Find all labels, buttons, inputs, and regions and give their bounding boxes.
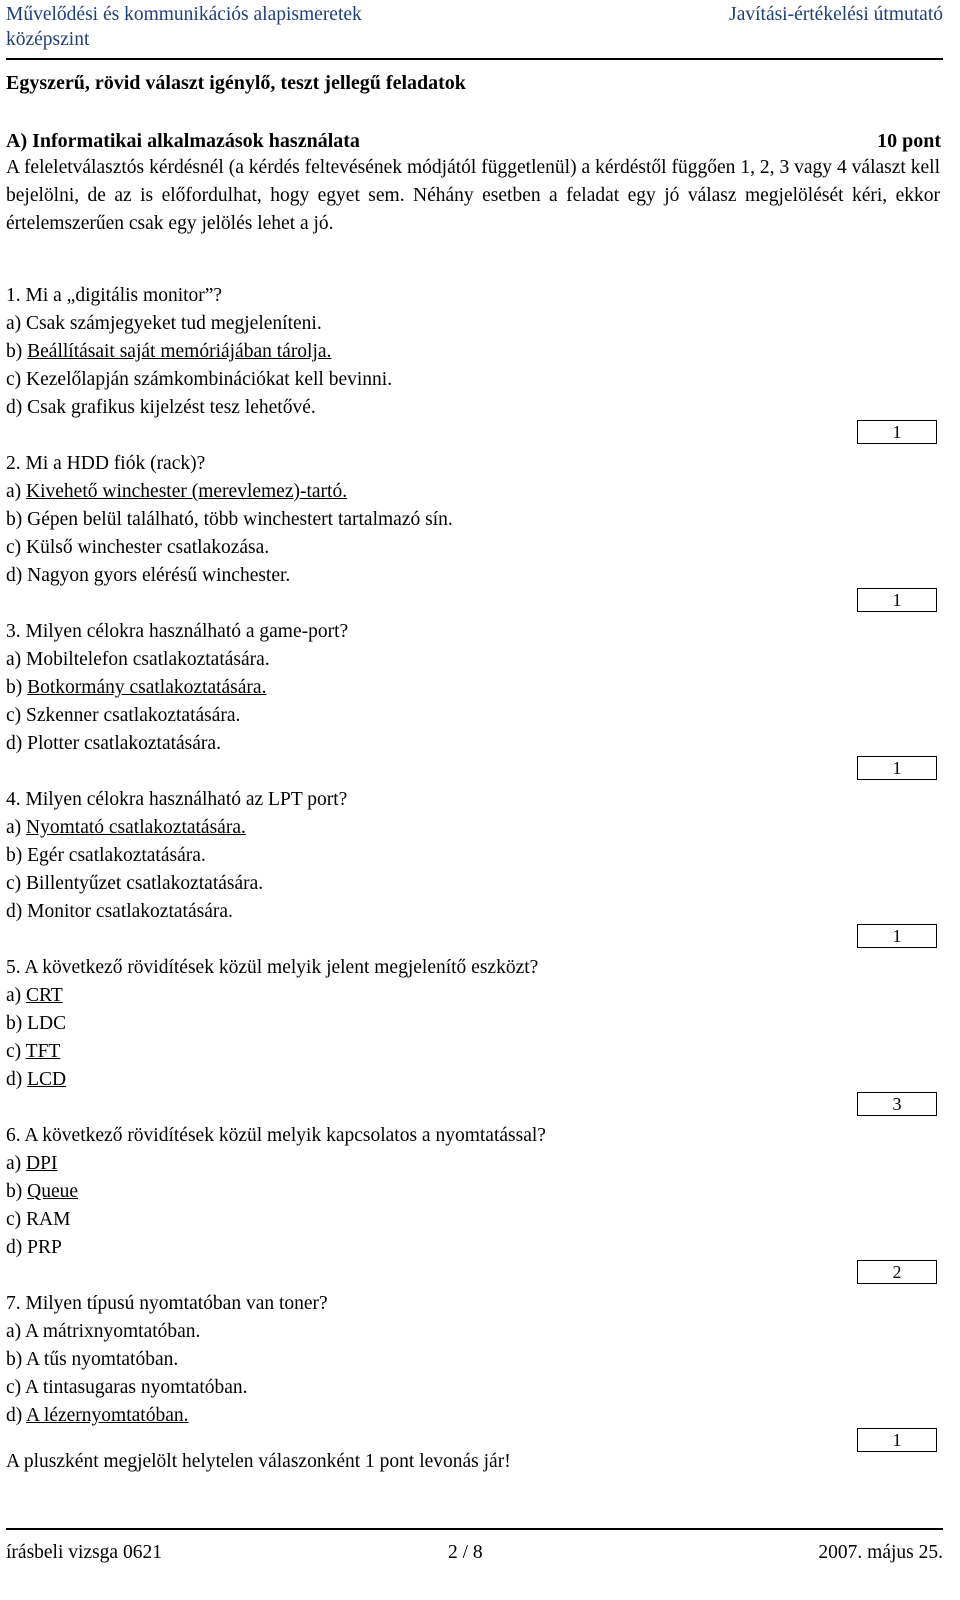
option-text: Monitor csatlakoztatására.	[27, 901, 233, 922]
footer-page-number: 2 / 8	[448, 1542, 483, 1563]
option-letter: b)	[6, 1013, 28, 1034]
answer-option	[6, 1346, 328, 1374]
part-title: A) Informatikai alkalmazások használata	[6, 130, 360, 152]
answer-option	[6, 1318, 328, 1346]
answer-option	[6, 562, 453, 590]
option-text: Csak számjegyeket tud megjeleníteni.	[26, 313, 322, 334]
answer-option	[6, 842, 347, 870]
answer-option	[6, 1150, 546, 1178]
option-letter: d)	[6, 901, 28, 922]
option-letter: c)	[6, 369, 27, 390]
header-level: középszint	[6, 29, 90, 50]
score-box: 1	[857, 588, 937, 612]
answer-option	[6, 1402, 328, 1430]
answer-option	[6, 366, 392, 394]
answer-option	[6, 702, 348, 730]
option-text: LDC	[27, 1013, 67, 1034]
option-letter: a)	[6, 817, 27, 838]
option-letter: c)	[6, 705, 27, 726]
option-letter: a)	[6, 313, 27, 334]
option-letter: d)	[6, 1069, 28, 1090]
option-text: A tűs nyomtatóban.	[26, 1349, 179, 1370]
score-box: 1	[857, 756, 937, 780]
answer-option	[6, 478, 453, 506]
correct-option-text: CRT	[26, 985, 63, 1006]
score-box: 1	[857, 420, 937, 444]
option-letter: b)	[6, 1349, 27, 1370]
instructions-paragraph: A feleletválasztós kérdésnél (a kérdés feltevésének módjától függetlenül) a kérdéstől függően 1, 2, 3 vagy 4 választ kell bejelölni, de az is előfordulhat, hogy egyet sem. Néhány esetben a feladat egy jó válasz megjelölését kéri, ekkor értelemszerűen csak egy jelölés lehet a jó.	[6, 157, 940, 234]
part-points: 10 pont	[877, 130, 941, 152]
question-3	[6, 618, 348, 758]
option-text: A mátrixnyomtatóban.	[24, 1321, 201, 1342]
option-text: Mobiltelefon csatlakoztatására.	[26, 649, 270, 670]
correct-option-text: LCD	[27, 1069, 67, 1090]
option-text: A tintasugaras nyomtatóban.	[24, 1377, 248, 1398]
question-4	[6, 786, 347, 926]
option-letter: c)	[6, 537, 27, 558]
answer-option	[6, 730, 348, 758]
answer-option	[6, 1178, 546, 1206]
correct-option-text: TFT	[25, 1041, 61, 1062]
score-box: 2	[857, 1260, 937, 1284]
option-text: Csak grafikus kijelzést tesz lehetővé.	[27, 397, 316, 418]
option-letter: c)	[6, 1209, 27, 1230]
option-text: RAM	[26, 1209, 71, 1230]
answer-option	[6, 1010, 538, 1038]
answer-option	[6, 982, 538, 1010]
page-header	[6, 0, 943, 60]
answer-option	[6, 1038, 538, 1066]
option-text: Nagyon gyors elérésű winchester.	[27, 565, 291, 586]
question-1	[6, 282, 392, 422]
correct-option-text: A lézernyomtatóban.	[26, 1405, 189, 1426]
question-title: 2. Mi a HDD fiók (rack)?	[6, 453, 206, 474]
question-title: 6. A következő rövidítések közül melyik kapcsolatos a nyomtatással?	[6, 1125, 546, 1146]
header-subject: Művelődési és kommunikációs alapismeretek	[6, 4, 362, 25]
option-letter: a)	[6, 481, 27, 502]
option-letter: b)	[6, 677, 28, 698]
penalty-note: A pluszként megjelölt helytelen válaszonként 1 pont levonás jár!	[6, 1451, 511, 1472]
option-text: Egér csatlakoztatására.	[27, 845, 206, 866]
footer-exam-code: írásbeli vizsga 0621	[6, 1542, 162, 1563]
footer-date: 2007. május 25.	[818, 1542, 943, 1563]
question-7	[6, 1290, 328, 1430]
option-text: Gépen belül található, több winchestert tartalmazó sín.	[27, 509, 453, 530]
question-title: 4. Milyen célokra használható az LPT port?	[6, 789, 348, 810]
answer-option	[6, 506, 453, 534]
question-title: 3. Milyen célokra használható a game-port?	[6, 621, 349, 642]
answer-option	[6, 338, 392, 366]
correct-option-text: Beállításait saját memóriájában tárolja.	[27, 341, 332, 362]
answer-option	[6, 1234, 546, 1262]
option-letter: a)	[6, 649, 27, 670]
answer-option	[6, 898, 347, 926]
answer-option	[6, 534, 453, 562]
option-letter: c)	[6, 1041, 26, 1062]
correct-option-text: Botkormány csatlakoztatására.	[27, 677, 267, 698]
correct-option-text: Nyomtató csatlakoztatására.	[26, 817, 246, 838]
header-divider	[6, 58, 943, 60]
option-letter: d)	[6, 1405, 27, 1426]
score-box: 3	[857, 1092, 937, 1116]
option-text: Billentyűzet csatlakoztatására.	[26, 873, 264, 894]
answer-option	[6, 310, 392, 338]
answer-option	[6, 1206, 546, 1234]
correct-option-text: Queue	[27, 1181, 79, 1202]
answer-option	[6, 1066, 538, 1094]
option-letter: a)	[6, 985, 27, 1006]
answer-option	[6, 674, 348, 702]
question-title: 7. Milyen típusú nyomtatóban van toner?	[6, 1293, 328, 1314]
option-letter: a)	[6, 1321, 25, 1342]
option-letter: d)	[6, 733, 28, 754]
question-5	[6, 954, 538, 1094]
correct-option-text: DPI	[26, 1153, 58, 1174]
header-doc-type: Javítási-értékelési útmutató	[729, 4, 943, 25]
option-text: Külső winchester csatlakozása.	[26, 537, 270, 558]
header-left	[6, 2, 362, 52]
answer-option	[6, 394, 392, 422]
score-box: 1	[857, 1428, 937, 1452]
footer-divider	[6, 1528, 943, 1530]
score-box: 1	[857, 924, 937, 948]
option-letter: b)	[6, 341, 28, 362]
question-2	[6, 450, 453, 590]
option-text: Kezelőlapján számkombinációkat kell bevinni.	[26, 369, 393, 390]
option-text: PRP	[27, 1237, 62, 1258]
option-letter: a)	[6, 1153, 27, 1174]
question-6	[6, 1122, 546, 1262]
option-letter: b)	[6, 1181, 28, 1202]
option-letter: d)	[6, 565, 28, 586]
option-letter: c)	[6, 873, 27, 894]
option-letter: b)	[6, 845, 28, 866]
question-title: 5. A következő rövidítések közül melyik jelent megjelenítő eszközt?	[6, 957, 539, 978]
option-letter: b)	[6, 509, 28, 530]
correct-option-text: Kivehető winchester (merevlemez)-tartó.	[26, 481, 348, 502]
option-letter: d)	[6, 397, 28, 418]
answer-option	[6, 814, 347, 842]
section-title: Egyszerű, rövid választ igénylő, teszt jellegű feladatok	[6, 72, 466, 94]
answer-option	[6, 1374, 328, 1402]
option-letter: c)	[6, 1377, 25, 1398]
option-text: Szkenner csatlakoztatására.	[26, 705, 241, 726]
question-title: 1. Mi a „digitális monitor”?	[6, 285, 223, 306]
answer-option	[6, 870, 347, 898]
option-letter: d)	[6, 1237, 28, 1258]
option-text: Plotter csatlakoztatására.	[27, 733, 221, 754]
answer-option	[6, 646, 348, 674]
